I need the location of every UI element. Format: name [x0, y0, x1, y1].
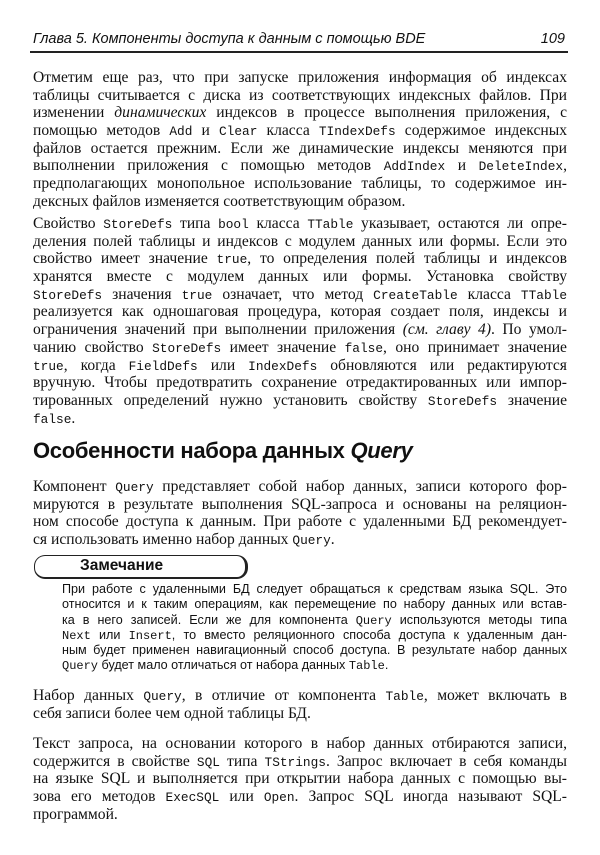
text-line — [33, 496, 567, 514]
paragraph — [33, 478, 567, 549]
text-line — [33, 735, 567, 753]
text-line — [33, 140, 567, 158]
text-line — [33, 122, 567, 140]
paragraph — [33, 735, 567, 823]
text-run: класса — [257, 122, 319, 140]
text-line — [62, 658, 567, 673]
code-identifier: Next — [62, 628, 91, 643]
text-run: , когда — [63, 356, 129, 374]
code-identifier: FieldDefs — [128, 358, 198, 374]
code-identifier: StoreDefs — [152, 340, 222, 356]
text-run: . Запрос SQL иногда называют SQL- — [294, 788, 567, 806]
code-identifier: Add — [169, 124, 193, 140]
code-identifier: false — [33, 411, 72, 427]
text-run: зова его методов — [33, 788, 166, 806]
code-identifier: Query — [62, 659, 99, 674]
text-run: изменении — [33, 104, 115, 122]
text-run: значения — [102, 285, 182, 303]
text-run: содержимое индексных — [395, 122, 567, 140]
text-run: будет мало отличаться от набора данных — [98, 658, 349, 673]
code-identifier: StoreDefs — [103, 217, 173, 232]
text-run: ном способе доступа к данным. При работе с удаленными БД рекомендует- — [33, 513, 567, 531]
text-run: , то определения полей таблицы и индексов — [247, 250, 567, 268]
code-identifier: bool — [218, 217, 249, 232]
text-line — [33, 410, 567, 428]
code-identifier: Query — [143, 689, 182, 704]
text-run: реализуется как одношаговая процедура, которая создает поля, индексы и — [33, 303, 567, 321]
code-identifier: StoreDefs — [427, 393, 498, 409]
text-run: обновляются или редактируются — [317, 356, 567, 374]
text-run: индексов в процессе выполнения приложения, с — [206, 104, 567, 122]
text-run: дексных файлов изменяется соответствующим образом. — [33, 192, 406, 210]
text-run: деления полей таблицы и индексов с модулем данных или формы. Если это — [33, 232, 567, 250]
code-identifier: true — [216, 252, 248, 268]
text-line — [33, 357, 567, 375]
text-run: . По умол- — [491, 321, 567, 339]
code-identifier: CreateTable — [373, 287, 458, 303]
code-identifier: AddIndex — [383, 159, 446, 175]
text-run: ограничения значений при выполнении приложения — [33, 321, 403, 339]
text-run: или — [219, 788, 264, 806]
text-run: , в отличие от компонента — [181, 687, 386, 704]
code-identifier: Query — [292, 533, 331, 549]
text-run: ным будет применен навигационный способ доступа. В результате набор данных — [62, 643, 567, 658]
text-run: Отметим еще раз, что при запуске приложения информация об индексах — [33, 69, 567, 86]
text-run: типа — [219, 752, 265, 770]
text-run: таблицы считывается с диска из соответствующих индексных файлов. При — [33, 86, 567, 104]
code-identifier: TTable — [520, 287, 567, 303]
text-run: , может включать в — [423, 687, 567, 704]
header-rule — [30, 51, 568, 53]
text-run: мируются в результате выполнения SQL-запроса и основаны на реляцион- — [33, 495, 567, 513]
emphasis-text: (см. главу 4) — [402, 321, 492, 339]
text-run: и — [192, 122, 219, 140]
code-identifier: true — [181, 287, 213, 303]
text-run: на языке SQL и выполняется при открытии набора данных с помощью вы- — [33, 770, 567, 788]
text-run: означает, что метод — [212, 285, 374, 303]
text-run: Текст запроса, на основании которого в набор данных отбираются записи, — [33, 735, 567, 752]
text-line — [33, 250, 567, 268]
text-line — [33, 374, 567, 392]
text-line — [33, 392, 567, 410]
text-run: программой. — [33, 805, 118, 823]
text-run: относится и к таким операциям, как перемещение по набору данных или встав- — [62, 597, 567, 612]
code-identifier: ExecSQL — [165, 790, 220, 806]
text-line — [33, 478, 567, 496]
code-identifier: false — [344, 340, 384, 356]
text-line — [33, 233, 567, 251]
text-run: себя записи более чем одной таблицы БД. — [33, 704, 311, 722]
code-identifier: Table — [348, 659, 385, 674]
text-run: , оно принимает значение — [383, 338, 567, 356]
text-line — [33, 788, 567, 806]
text-line — [33, 104, 567, 122]
text-line — [62, 597, 567, 612]
emphasis-text: динамических — [114, 104, 207, 122]
paragraph — [33, 215, 567, 427]
text-line — [33, 531, 567, 549]
paragraph — [33, 69, 567, 211]
page-number: 109 — [540, 31, 565, 47]
paragraph — [33, 687, 567, 722]
text-run: . — [384, 658, 389, 673]
text-line — [33, 513, 567, 531]
text-run: значение — [497, 391, 567, 409]
text-run: или — [90, 627, 129, 642]
text-run: ка в него записей. Если же для компонента — [62, 612, 356, 627]
text-run: типа — [172, 215, 219, 232]
text-line — [33, 806, 567, 824]
text-line — [62, 613, 567, 628]
code-identifier: Open — [263, 790, 295, 806]
text-run: представляет собой набор данных, записи которого фор- — [153, 478, 567, 495]
text-run: . — [330, 531, 335, 549]
text-line — [33, 157, 567, 175]
text-line — [33, 193, 567, 211]
text-line — [33, 687, 567, 705]
text-run: Набор данных — [33, 687, 144, 704]
text-run: Свойство — [33, 215, 104, 232]
text-run: предполагающих монопольное использование таблицы, то содержимое ин- — [33, 175, 567, 193]
text-line — [33, 87, 567, 105]
section-heading — [33, 438, 413, 464]
note-label: Замечание — [80, 557, 164, 574]
code-identifier: true — [33, 358, 64, 374]
text-line — [62, 628, 567, 643]
text-run: , — [563, 157, 567, 175]
text-line — [33, 705, 567, 723]
text-line — [33, 303, 567, 321]
code-identifier: TTable — [307, 217, 354, 232]
text-line — [62, 582, 567, 597]
code-identifier: Query — [355, 613, 392, 628]
text-run: имеет значение — [221, 338, 345, 356]
code-identifier: TIndexDefs — [318, 124, 396, 140]
chapter-title: Глава 5. Компоненты доступа к данным с помощью BDE — [33, 31, 426, 47]
text-run: вручную. Чтобы предотвратить сохранение отредактированных или импор- — [33, 374, 567, 392]
section-title-query: Query — [350, 438, 413, 463]
code-identifier: StoreDefs — [33, 287, 103, 303]
text-run: свойство имеет значение — [33, 250, 217, 268]
text-line — [33, 339, 567, 357]
text-run: чанию свойство — [33, 338, 153, 356]
text-line — [62, 643, 567, 658]
text-run: файлов остается прежним. Если же динамические индексы меняются при — [33, 139, 567, 157]
text-line — [33, 215, 567, 233]
section-title: Особенности набора данных — [33, 438, 351, 463]
text-run: хранятся вместе с модулем данных или формы. Установка свойству — [33, 268, 567, 286]
text-run: или — [197, 356, 249, 374]
text-run: ся использовать именно набор данных — [33, 531, 293, 549]
code-identifier: Query — [115, 480, 154, 495]
text-run: . — [71, 409, 76, 427]
code-identifier: IndexDefs — [248, 358, 318, 374]
text-line — [33, 268, 567, 286]
text-line — [33, 770, 567, 788]
text-run: указывает, остаются ли опре- — [353, 215, 567, 232]
text-run: содержится в свойстве — [33, 752, 197, 770]
text-line — [33, 69, 567, 87]
text-run: выполнении приложения с помощью методов — [33, 157, 384, 175]
code-identifier: DeleteIndex — [478, 159, 564, 175]
text-line — [33, 286, 567, 304]
code-identifier: Table — [385, 689, 424, 704]
text-line — [33, 175, 567, 193]
text-run: помощью методов — [33, 122, 170, 140]
note-text — [62, 582, 567, 674]
text-run: . Запрос включает в себя команды — [325, 752, 568, 770]
text-run: используются методы типа — [391, 612, 567, 627]
text-run: , то вместо реляционного способа доступа к удаленным дан- — [171, 627, 567, 642]
text-run: Компонент — [33, 478, 116, 495]
running-header — [33, 31, 567, 51]
text-run: класса — [457, 285, 521, 303]
code-identifier: Clear — [219, 124, 258, 140]
text-run: и — [445, 157, 479, 175]
text-line — [33, 753, 567, 771]
text-run: При работе с удаленными БД следует обращаться к средствам языка SQL. Это — [62, 582, 567, 596]
text-line — [33, 321, 567, 339]
text-run: тированных определений нужно установить свойству — [33, 391, 428, 409]
text-run: класса — [248, 215, 308, 232]
code-identifier: SQL — [196, 754, 220, 770]
code-identifier: TStrings — [264, 754, 326, 770]
code-identifier: Insert — [128, 628, 172, 643]
